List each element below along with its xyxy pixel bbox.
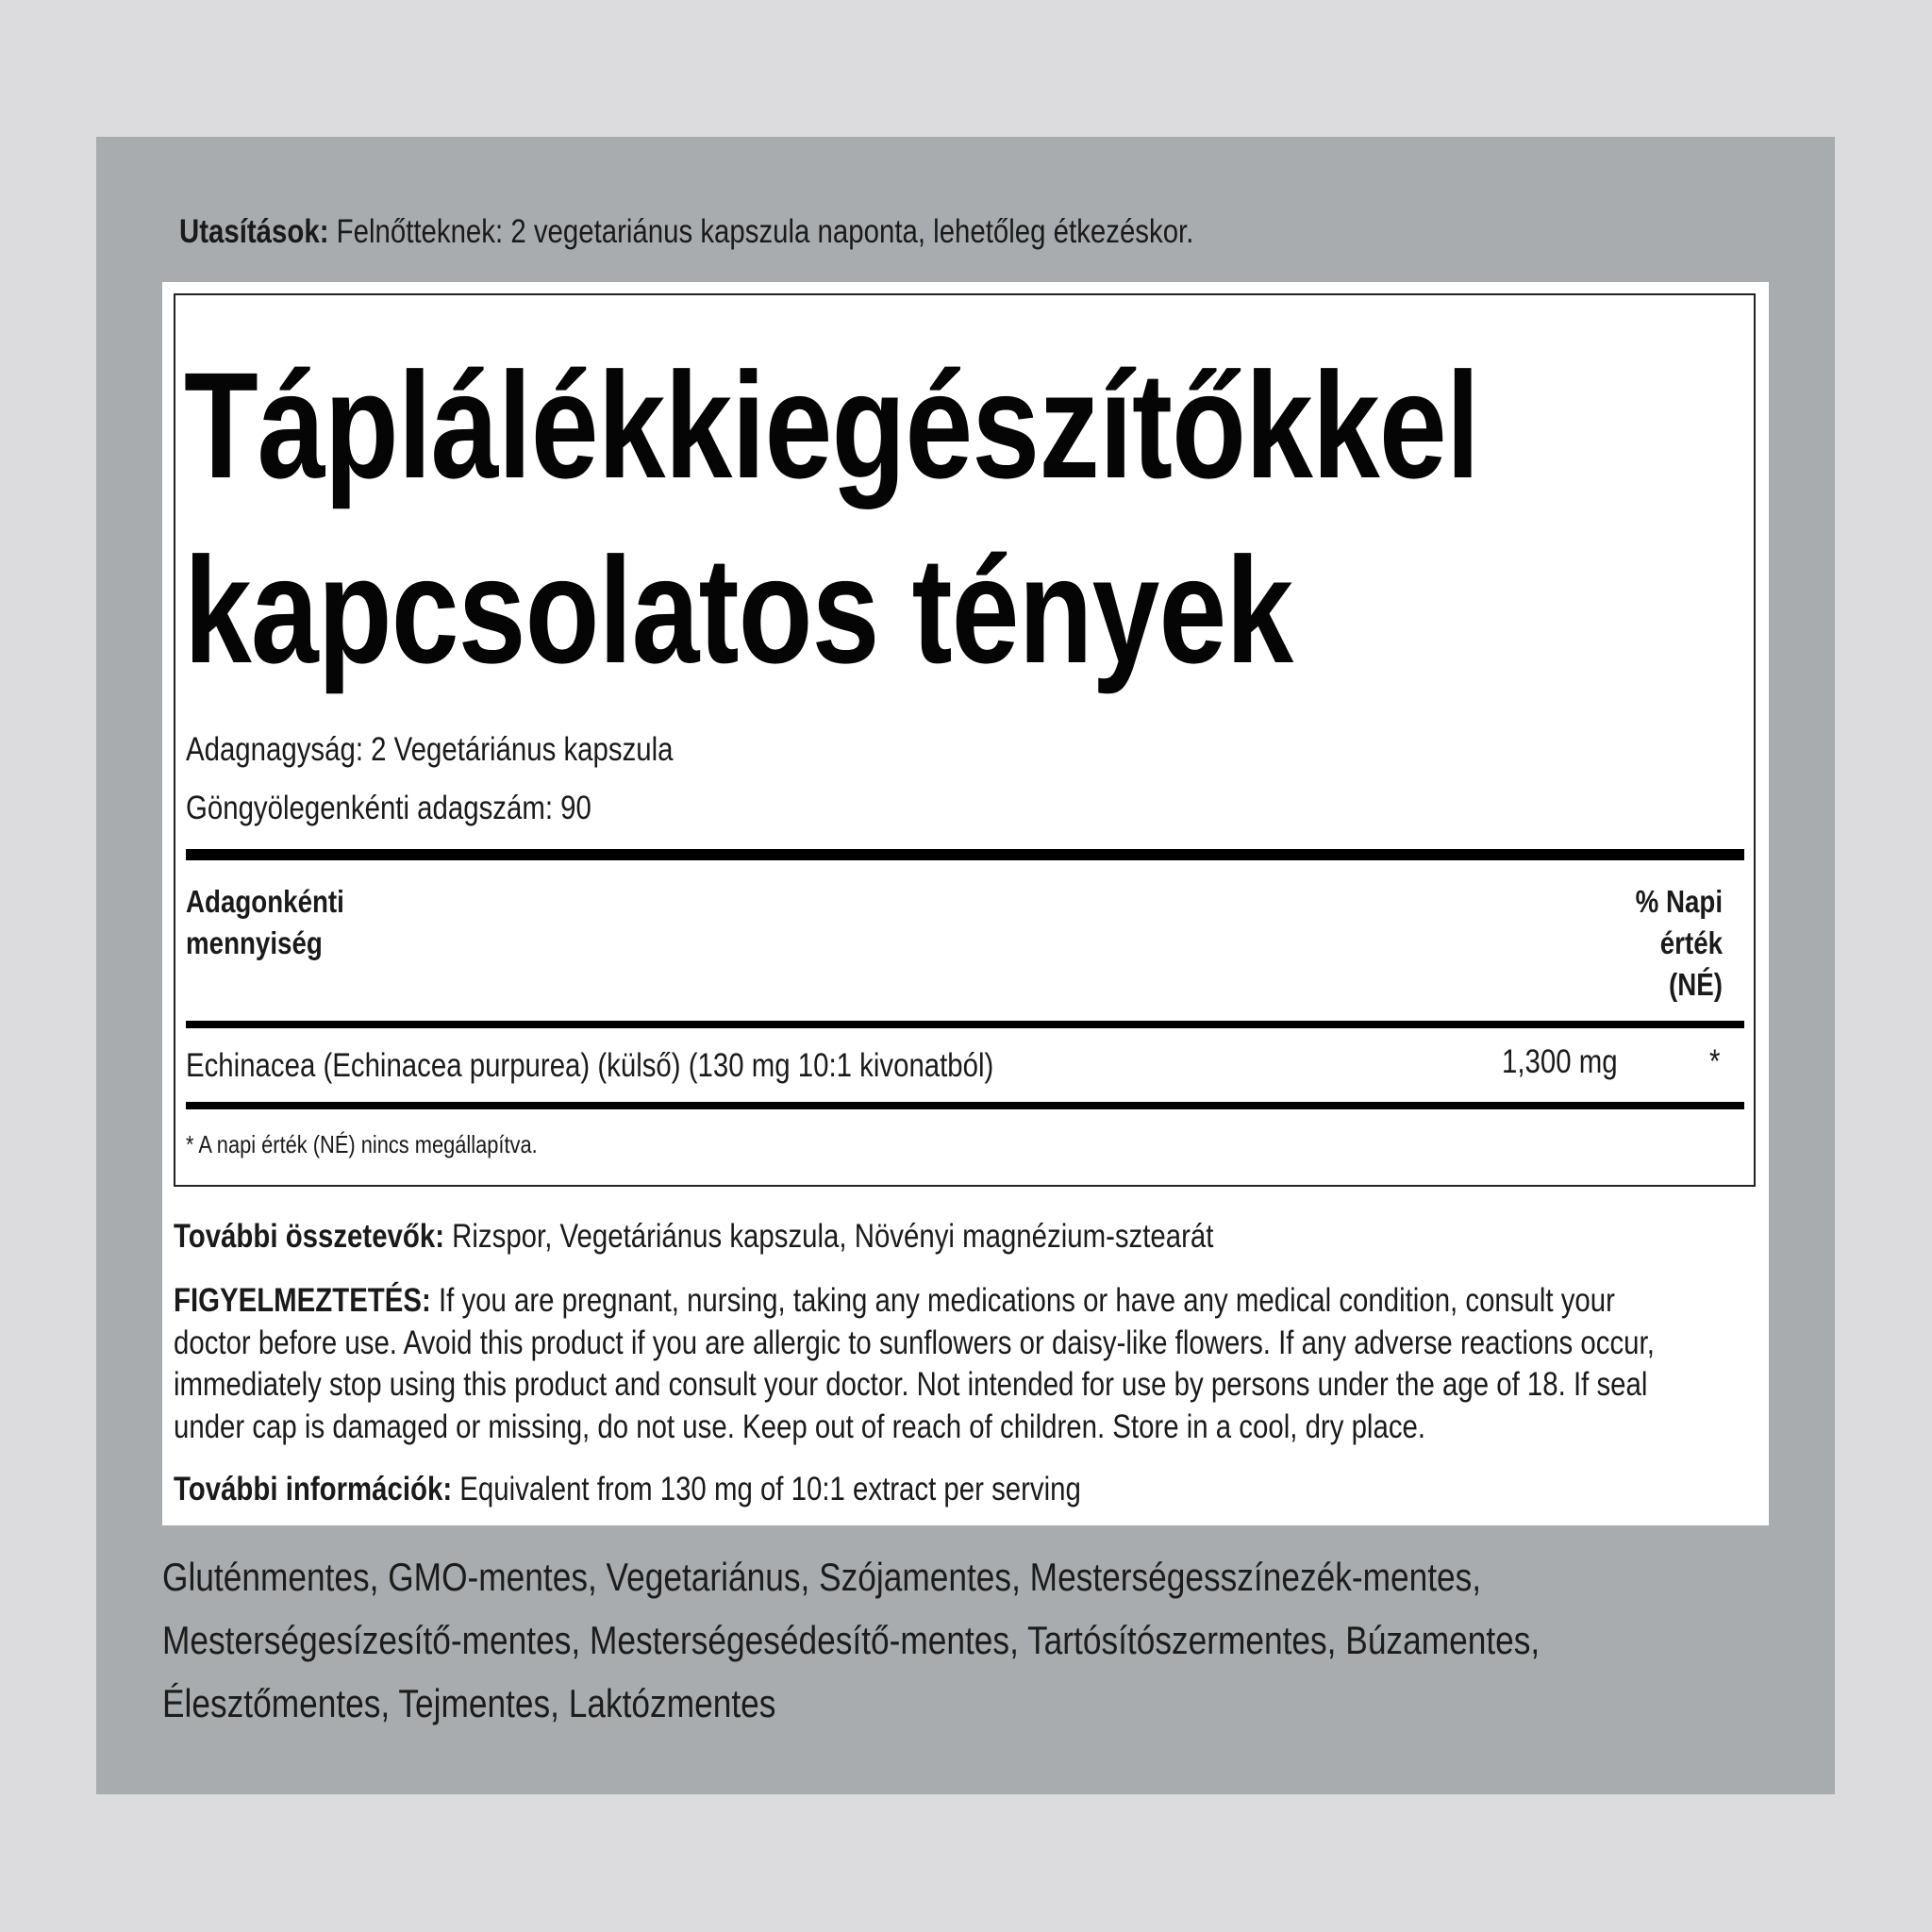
header-divider (186, 1021, 1744, 1028)
free-from-list (162, 1545, 1540, 1735)
ingredient-amount: 1,300 mg (1502, 1043, 1618, 1080)
free-from-line-3: Élesztőmentes, Tejmentes, Laktózmentes (162, 1681, 776, 1725)
directions-body: Felnőtteknek: 2 vegetariánus kapszula naponta, lehetőleg étkezéskor. (328, 213, 1194, 250)
other-ingredients-label: További összetevők: (174, 1218, 445, 1255)
free-from-line-1: Gluténmentes, GMO-mentes, Vegetariánus, Szójamentes, Mesterségesszínezék-mentes, (162, 1555, 1482, 1599)
directions-text (179, 209, 1193, 255)
amount-header-line-1: Adagonkénti (186, 884, 344, 919)
warning-label: FIGYELMEZTETÉS: (174, 1282, 431, 1319)
dv-header-line-1: % Napi (1635, 884, 1723, 919)
dv-header-line-3: (NÉ) (1669, 967, 1723, 1002)
row-divider (186, 1102, 1744, 1109)
additional-info (174, 1469, 1081, 1511)
serving-size: Adagnagyság: 2 Vegetáriánus kapszula (186, 731, 674, 768)
supplement-facts-title (184, 333, 1479, 703)
footnote: * A napi érték (NÉ) nincs megállapítva. (186, 1130, 538, 1158)
free-from-line-2: Mesterségesízesítő-mentes, Mesterségesédesítő-mentes, Tartósítószermentes, Búzamentes, (162, 1618, 1541, 1662)
warning-line-4: under cap is damaged or missing, do not use. Keep out of reach of children. Store in a cool, dry place. (174, 1407, 1426, 1445)
thick-divider (186, 849, 1744, 860)
additional-info-label: További információk: (174, 1471, 453, 1507)
amount-per-serving-header (186, 881, 344, 964)
warning (174, 1280, 1655, 1448)
ingredient-dv: * (1709, 1043, 1721, 1080)
ingredient-name: Echinacea (Echinacea purpurea) (külső) (130 mg 10:1 kivonatból) (186, 1047, 994, 1084)
warning-line-3: immediately stop using this product and consult your doctor. Not intended for use by persons under the age of 18. If seal (174, 1366, 1648, 1403)
warning-line-2: doctor before use. Avoid this product if you are allergic to sunflowers or daisy-like flowers. If any adverse reactions occur, (174, 1324, 1655, 1361)
title-line-2: kapcsolatos tények (184, 525, 1293, 694)
dv-header-line-2: érték (1659, 925, 1723, 960)
other-ingredients-text: Rizspor, Vegetáriánus kapszula, Növényi magnézium-sztearát (444, 1218, 1214, 1255)
warning-line-1: If you are pregnant, nursing, taking any medications or have any medical condition, consult your (430, 1282, 1615, 1319)
additional-info-text: Equivalent from 130 mg of 10:1 extract per serving (452, 1471, 1081, 1507)
directions-label: Utasítások: (179, 213, 329, 250)
other-ingredients (174, 1216, 1213, 1258)
amount-header-line-2: mennyiség (186, 925, 323, 960)
servings-per-container: Göngyölegenkénti adagszám: 90 (186, 790, 591, 826)
title-line-1: Táplálékkiegészítőkkel (184, 341, 1479, 509)
daily-value-header (1636, 881, 1723, 1006)
